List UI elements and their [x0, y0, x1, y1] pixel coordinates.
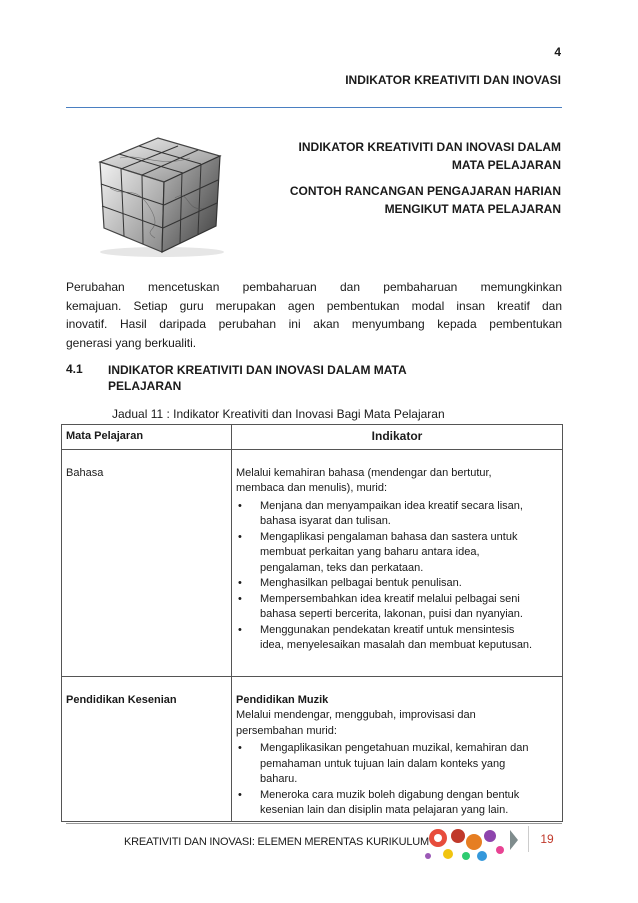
indicator-subheading: Pendidikan Muzik	[236, 693, 329, 706]
table-row	[62, 449, 563, 676]
header-subject: Mata Pelajaran	[62, 425, 232, 450]
indicator-cell	[232, 676, 563, 821]
rubiks-cube-icon	[80, 128, 236, 258]
sub-heading-line1: CONTOH RANCANGAN PENGAJARAN HARIAN	[289, 184, 561, 198]
sub-heading	[271, 182, 561, 218]
intro-line: generasi yang berkualiti.	[66, 335, 197, 350]
intro-line: kemajuan. Setiap guru merupakan agen pembentukan modal insan kreatif dan	[66, 298, 562, 313]
section-number: 4.1	[66, 362, 83, 376]
list-item: • Mengaplikasi pengalaman bahasa dan sastera untuk membuat perkaitan yang baharu antara idea, pengalaman, teks dan perkataan.	[236, 530, 558, 577]
footer-decoration-icon	[414, 822, 524, 864]
footer-text: KREATIVITI DAN INOVASI: ELEMEN MERENTAS KURIKULUM	[124, 836, 429, 848]
indicator-intro: membaca dan menulis), murid:	[236, 482, 388, 494]
table-header-row	[62, 425, 563, 450]
intro-line: inovatif. Hasil daripada perubahan ini akan menyumbang kepada pembentukan	[66, 317, 562, 331]
section-title	[108, 362, 438, 394]
header-rule	[66, 107, 562, 108]
indicator-intro: Melalui kemahiran bahasa (mendengar dan bertutur,	[236, 466, 492, 479]
header-indicator: Indikator	[232, 425, 563, 450]
main-heading-line2: MATA PELAJARAN	[451, 158, 561, 172]
list-item: • Mempersembahkan idea kreatif melalui pelbagai seni bahasa seperti bercerita, lakonan, puisi dan nyanyian.	[236, 592, 558, 623]
indicator-cell	[232, 449, 563, 676]
chapter-number: 4	[554, 45, 561, 59]
indicator-table	[61, 424, 563, 822]
bullet-list	[236, 499, 558, 654]
intro-line: Perubahan mencetuskan pembaharuan dan pembaharuan memungkinkan	[66, 280, 562, 294]
indicator-intro: Melalui mendengar, menggubah, improvisasi dan	[236, 709, 476, 721]
list-item: • Menjana dan menyampaikan idea kreatif secara lisan, bahasa isyarat dan tulisan.	[236, 499, 558, 530]
subject-cell: Pendidikan Kesenian	[62, 676, 232, 821]
list-item: • Mengaplikasikan pengetahuan muzikal, kemahiran dan pemahaman untuk tujuan lain dalam konteks yang baharu.	[236, 741, 558, 788]
section-title-line2: PELAJARAN	[108, 379, 182, 393]
list-item: • Menghasilkan pelbagai bentuk penulisan.	[236, 576, 558, 592]
list-item: • Menggunakan pendekatan kreatif untuk mensintesis idea, menyelesaikan masalah dan membuat keputusan.	[236, 623, 558, 654]
list-item: • Meneroka cara muzik boleh digabung dengan bentuk kesenian lain dan disiplin mata pelajaran yang lain.	[236, 788, 558, 819]
main-heading	[271, 138, 561, 174]
table-caption: Jadual 11 : Indikator Kreativiti dan Inovasi Bagi Mata Pelajaran	[112, 407, 445, 421]
table-row	[62, 676, 563, 821]
page-number: 19	[528, 826, 565, 852]
chapter-title: INDIKATOR KREATIVITI DAN INOVASI	[345, 73, 561, 87]
main-heading-line1: INDIKATOR KREATIVITI DAN INOVASI DALAM	[298, 140, 561, 154]
section-title-line1: INDIKATOR KREATIVITI DAN INOVASI DALAM MATA	[108, 363, 407, 377]
bullet-list	[236, 741, 558, 819]
intro-paragraph	[66, 278, 562, 352]
subject-cell: Bahasa	[62, 449, 232, 676]
indicator-intro: persembahan murid:	[236, 724, 337, 737]
sub-heading-line2: MENGIKUT MATA PELAJARAN	[384, 202, 561, 216]
